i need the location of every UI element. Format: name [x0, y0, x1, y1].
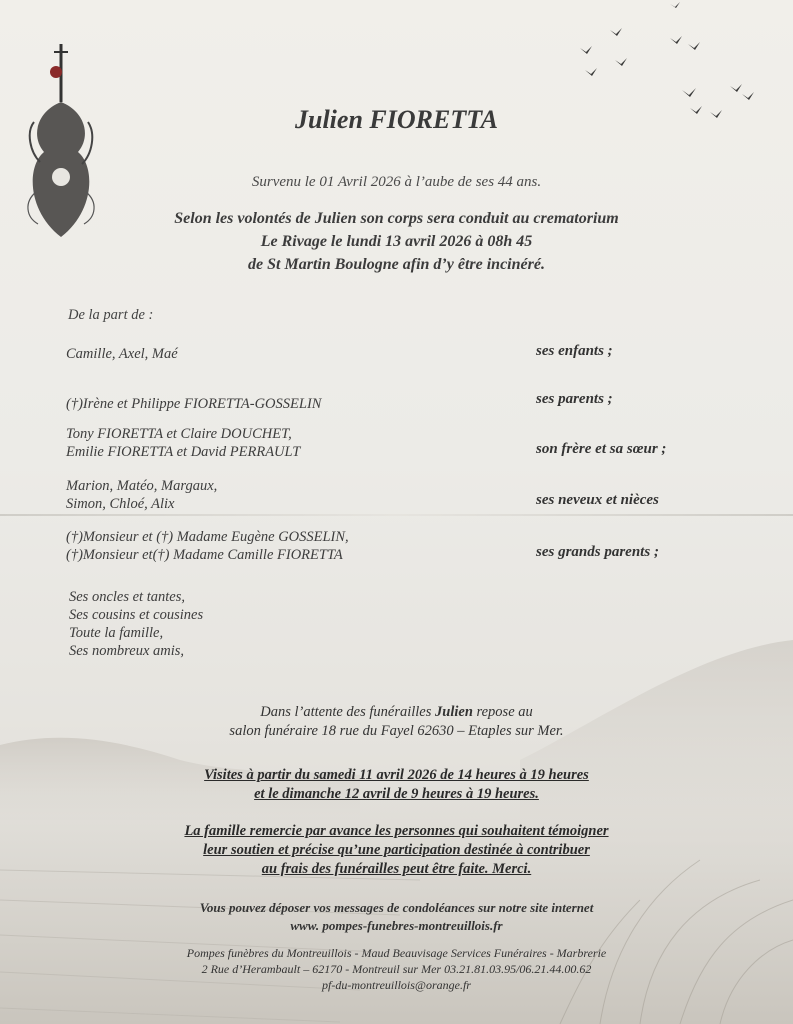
visits-line-1: Visites à partir du samedi 11 avril 2026 de 14 heures à 19 heures — [204, 767, 589, 783]
grandparents-relation: ses grands parents ; — [536, 544, 659, 560]
others-line: Ses nombreux amis, — [69, 643, 185, 659]
rest-prefix: Dans l’attente des funérailles — [260, 704, 436, 720]
parents-names: (†)Irène et Philippe FIORETTA-GOSSELIN — [66, 396, 322, 412]
death-date-line: Survenu le 01 Avril 2026 à l’aube de ses 44 ans. — [251, 174, 542, 190]
rest-suffix: repose au — [472, 704, 533, 720]
funeral-home-name: Pompes funèbres du Montreuillois - Maud Beauvisage Services Funéraires - Marbrerie — [186, 946, 607, 960]
thanks-line-3: au frais des funérailles peut être faite. Merci. — [261, 861, 532, 877]
wishes-line-3: de St Martin Boulogne afin d’y être incinéré. — [248, 256, 545, 273]
funeral-home-address: 2 Rue d’Herambault – 62170 - Montreuil sur Mer 03.21.81.03.95/06.21.44.00.62 — [201, 962, 592, 976]
siblings-names-1: Tony FIORETTA et Claire DOUCHET, — [66, 426, 292, 442]
from-intro: De la part de : — [68, 307, 154, 323]
other-relatives — [69, 588, 203, 660]
condolences-line: Vous pouvez déposer vos messages de condoléances sur notre site internet — [199, 900, 594, 915]
nephews-relation: ses neveux et nièces — [536, 492, 659, 508]
fold-line — [0, 514, 793, 516]
children-names: Camille, Axel, Maé — [66, 346, 178, 362]
grandparents-names-1: (†)Monsieur et (†) Madame Eugène GOSSELIN, — [66, 529, 349, 545]
funeral-home-email: pf-du-montreuillois@orange.fr — [322, 978, 471, 992]
wishes-line-1: Selon les volontés de Julien son corps sera conduit au crematorium — [174, 210, 619, 227]
parents-relation: ses parents ; — [536, 391, 613, 407]
siblings-names-2: Emilie FIORETTA et David PERRAULT — [66, 444, 301, 460]
nephews-names-2: Simon, Chloé, Alix — [66, 496, 175, 512]
condolences-website: www. pompes-funebres-montreuillois.fr — [290, 918, 503, 933]
deceased-name-title: Julien FIORETTA — [295, 105, 498, 134]
rest-place-line-2: salon funéraire 18 rue du Fayel 62630 – Etaples sur Mer. — [229, 723, 564, 739]
others-line: Ses oncles et tantes, — [69, 589, 185, 605]
visits-line-2: et le dimanche 12 avril de 9 heures à 19 heures. — [254, 786, 539, 802]
rest-place-line-1 — [0, 704, 793, 721]
siblings-relation: son frère et sa sœur ; — [536, 441, 667, 457]
others-line: Ses cousins et cousines — [69, 607, 204, 623]
others-line: Toute la famille, — [69, 625, 164, 641]
thanks-line-2: leur soutien et précise qu’une participation destinée à contribuer — [203, 842, 590, 858]
wishes-line-2: Le Rivage le lundi 13 avril 2026 à 08h 45 — [260, 233, 533, 250]
nephews-names-1: Marion, Matéo, Margaux, — [66, 478, 218, 494]
rest-name: Julien — [435, 704, 473, 720]
grandparents-names-2: (†)Monsieur et(†) Madame Camille FIORETTA — [66, 547, 343, 563]
thanks-line-1: La famille remercie par avance les personnes qui souhaitent témoigner — [184, 823, 609, 839]
children-relation: ses enfants ; — [536, 343, 613, 359]
